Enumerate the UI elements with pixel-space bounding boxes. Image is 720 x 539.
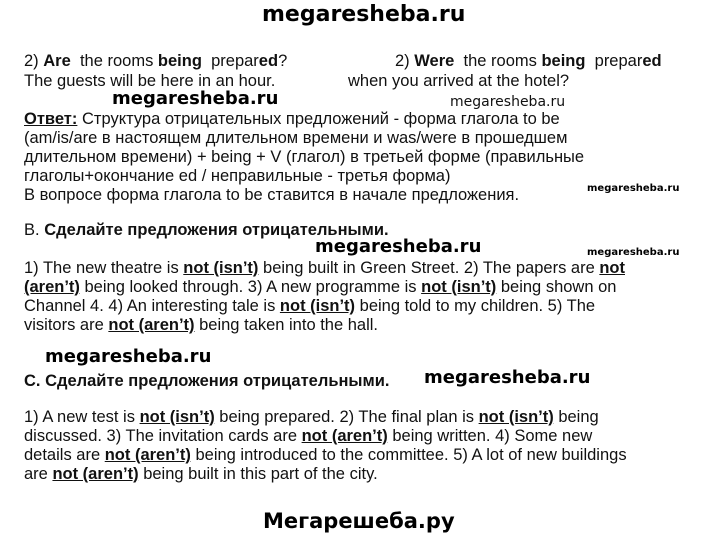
c-l3b: being introduced to the committee. 5) A lot of new buildings [190, 446, 627, 464]
answer-line-5: В вопросе форма глагола to be ставится в начале предложения. [24, 186, 520, 204]
section-b-letter: B. [24, 221, 40, 239]
b-l4b: being taken into the hall. [194, 316, 378, 334]
q2-being: being [541, 52, 586, 70]
question-2 [395, 51, 662, 71]
answer-line-2: (am/is/are в настоящем длительном времени и was/were в прошедшем [24, 129, 568, 147]
b-l1b: being built in Green Street. 2) The papers are [258, 259, 600, 277]
watermark-7: megaresheba.ru [424, 367, 591, 388]
c-l1a: 1) A new test is [24, 408, 140, 426]
q2-prepar: prepar [594, 52, 643, 70]
q1-are: Are [43, 52, 71, 70]
watermark-4: megaresheba.ru [315, 236, 482, 257]
c-l2a: discussed. 3) The invitation cards are [24, 427, 302, 445]
b-not-4: not (isn’t) [279, 297, 356, 315]
b-l1a: 1) The new theatre is [24, 259, 184, 277]
q2-ed: ed [642, 52, 662, 70]
c-not-1: not (isn’t) [139, 408, 215, 426]
q2-number: 2) [395, 52, 410, 70]
c-l1b: being prepared. 2) The final plan is [214, 408, 479, 426]
q1-number: 2) [24, 52, 39, 70]
b-not-3: not (isn’t) [421, 278, 497, 296]
answer-line-4: глаголы+окончание ed / неправильные - третья форма) [24, 167, 451, 185]
c-l3a: details are [24, 446, 105, 464]
b-not-5: not (aren’t) [108, 316, 195, 334]
b-l3b: being told to my children. 5) The [355, 297, 596, 315]
section-c-heading: C. Сделайте предложения отрицательными. [24, 372, 390, 390]
watermark-5: megaresheba.ru [587, 247, 680, 258]
b-l3a: Channel 4. 4) An interesting tale is [24, 297, 280, 315]
q1-tail: ? [278, 52, 288, 70]
watermark-6: megaresheba.ru [45, 346, 212, 367]
b-l4a: visitors are [24, 316, 109, 334]
section-b-heading: Сделайте предложения отрицательными. [44, 221, 389, 239]
answer-line-1: Структура отрицательных предложений - форма глагола to be [81, 110, 560, 128]
q2-were: Were [414, 52, 455, 70]
b-not-2: not [599, 259, 625, 277]
section-b-body [24, 259, 625, 335]
b-l2a: being looked through. 3) A new programme is [79, 278, 422, 296]
footer-watermark: Мегарешеба.ру [263, 509, 455, 533]
question-1 [24, 51, 287, 91]
q2-line2: when you arrived at the hotel? [348, 72, 570, 90]
b-arent-2: (aren’t) [24, 278, 80, 296]
c-not-4: not (aren’t) [104, 446, 191, 464]
answer-label: Ответ: [24, 110, 78, 128]
q1-ed: ed [258, 52, 279, 70]
c-l4a: are [24, 465, 53, 483]
q2-the-rooms: the rooms [463, 52, 537, 70]
c-l4b: being built in this part of the city. [138, 465, 378, 483]
q1-being: being [157, 52, 202, 70]
q1-the-rooms: the rooms [79, 52, 154, 70]
b-not-1: not (isn’t) [183, 259, 259, 277]
watermark-1: megaresheba.ru [112, 88, 279, 109]
c-l1c: being [553, 408, 599, 426]
answer-block [24, 110, 584, 205]
c-l2b: being written. 4) Some new [387, 427, 593, 445]
b-l2b: being shown on [496, 278, 617, 296]
section-c-title [24, 371, 389, 391]
q1-line2: The guests will be here in an hour. [24, 72, 276, 90]
c-not-3: not (aren’t) [301, 427, 388, 445]
q1-prepar: prepar [211, 52, 259, 70]
c-not-2: not (isn’t) [478, 408, 554, 426]
header-watermark: megaresheba.ru [262, 2, 466, 27]
answer-line-3: длительном времени) + being + V (глагол) в третьей форме (правильные [24, 148, 585, 166]
watermark-3: megaresheba.ru [587, 183, 680, 194]
section-c-body [24, 408, 627, 484]
watermark-2: megaresheba.ru [450, 94, 566, 110]
c-not-5: not (aren’t) [52, 465, 139, 483]
